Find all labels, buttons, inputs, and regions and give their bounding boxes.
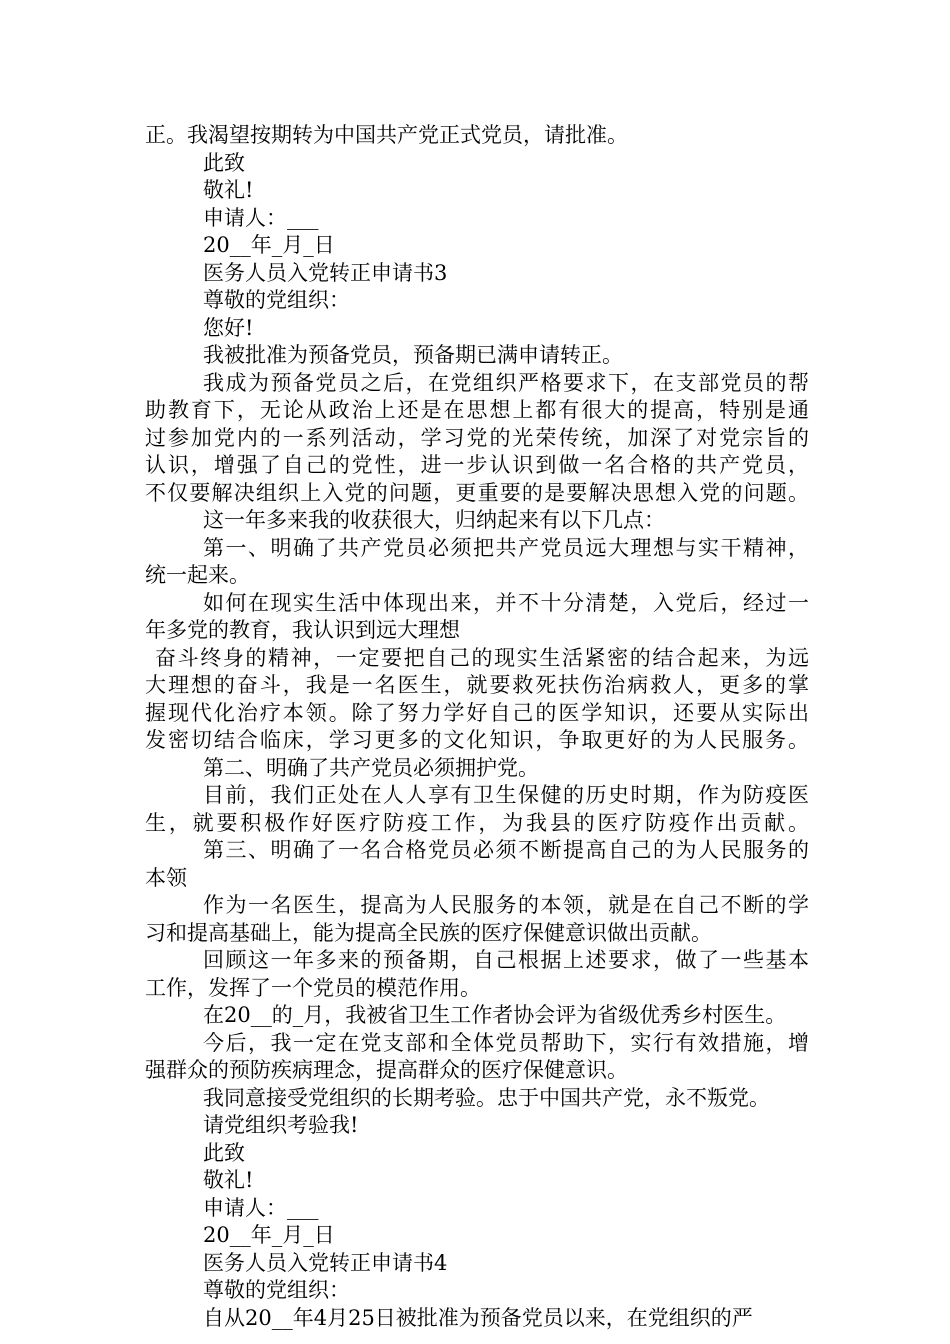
section-heading: 医务人员入党转正申请书4 [203,1250,448,1275]
text-line: 您好! [203,315,254,340]
text-line: 工作，发挥了一个党员的模范作用。 [145,975,481,1000]
text-line: 认识，增强了自己的党性，进一步认识到做一名合格的共产党员， [145,453,809,477]
text-line: 回顾这一年多来的预备期，自己根据上述要求，做了一些基本 [203,948,809,972]
text-line: 申请人：___ [203,205,319,230]
text-line: 此致 [203,1140,245,1165]
text-line: 如何在现实生活中体现出来，并不十分清楚，入党后，经过一 [203,590,809,615]
text-line: 我成为预备党员之后，在党组织严格要求下，在支部党员的帮 [203,370,809,395]
text-line: 敬礼! [203,1168,254,1192]
text-line: 这一年多来我的收获很大，归纳起来有以下几点： [203,508,665,532]
text-line: 作为一名医生，提高为人民服务的本领，就是在自己不断的学 [203,893,809,917]
text-line: 在20__的_月，我被省卫生工作者协会评为省级优秀乡村医生。 [203,1003,787,1027]
text-line: 申请人：___ [203,1195,319,1220]
text-line: 大理想的奋斗，我是一名医生，就要救死扶伤治病救人，更多的掌 [145,673,809,697]
text-line: 强群众的预防疾病理念，提高群众的医疗保健意识。 [145,1058,628,1082]
text-line: 自从20__年4月25日被批准为预备党员以来，在党组织的严 [203,1305,753,1330]
text-line: 生，就要积极作好医疗防疫工作，为我县的医疗防疫作出贡献。 [145,810,809,835]
text-line: 助教育下，无论从政治上还是在思想上都有很大的提高，特别是通 [145,398,809,422]
text-line: 不仅要解决组织上入党的问题，更重要的是要解决思想入党的问题。 [145,480,809,505]
text-line: 请党组织考验我! [203,1113,359,1137]
text-line: 尊敬的党组织： [203,288,350,312]
text-line: 发密切结合临床，学习更多的文化知识，争取更好的为人民服务。 [145,728,809,752]
text-line: 年多党的教育，我认识到远大理想 [145,618,460,642]
text-line: 正。我渴望按期转为中国共产党正式党员，请批准。 [145,123,628,147]
text-line: 尊敬的党组织： [203,1278,350,1302]
text-line: 我同意接受党组织的长期考验。忠于中国共产党，永不叛党。 [203,1085,770,1110]
text-line: 习和提高基础上，能为提高全民族的医疗保健意识做出贡献。 [145,920,712,945]
text-line: 统一起来。 [145,563,250,587]
text-line: 第一、明确了共产党员必须把共产党员远大理想与实干精神， [203,535,809,560]
document-body [145,122,809,1332]
text-line: 第三、明确了一名合格党员必须不断提高自己的为人民服务的 [203,838,809,862]
text-line: 20__年_月_日 [203,1223,335,1247]
text-line: 此致 [203,150,245,175]
text-line: 敬礼! [203,178,254,202]
text-line: 今后，我一定在党支部和全体党员帮助下，实行有效措施，增 [203,1030,809,1055]
text-line: 目前，我们正处在人人享有卫生保健的历史时期，作为防疫医 [203,783,809,807]
text-line: 20__年_月_日 [203,233,335,257]
text-line: 第二、明确了共产党员必须拥护党。 [203,755,539,780]
text-line: 我被批准为预备党员，预备期已满申请转正。 [203,343,623,367]
text-line: 本领 [145,865,187,890]
text-line: 过参加党内的一系列活动，学习党的光荣传统，加深了对党宗旨的 [145,425,809,450]
text-line: 握现代化治疗本领。除了努力学好自己的医学知识，还要从实际出 [145,700,809,725]
section-heading: 医务人员入党转正申请书3 [203,260,448,285]
text-line: 奋斗终身的精神，一定要把自己的现实生活紧密的结合起来，为远 [155,645,809,670]
